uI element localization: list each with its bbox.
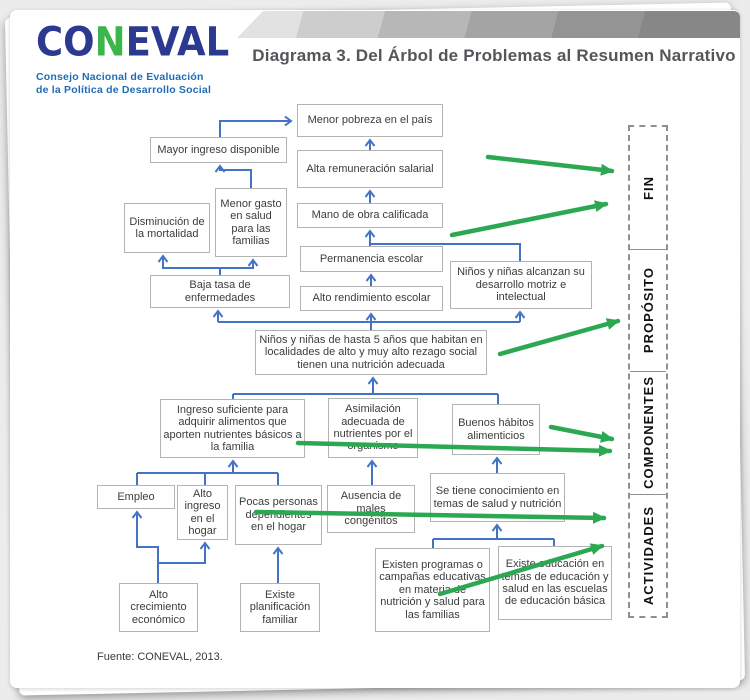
node-pocas-personas: Pocas personas dependientes en el hogar (235, 485, 322, 545)
node-permanencia-escolar: Permanencia escolar (300, 246, 443, 272)
node-existe-educacion: Existe educación en temas de educación y salud en las escuelas de educación básica (498, 546, 612, 620)
node-menor-gasto-salud: Menor gasto en salud para las familias (215, 188, 287, 257)
node-alta-remuneracion: Alta remuneración salarial (297, 150, 443, 188)
node-disminucion-mortalidad: Disminución de la mortalidad (124, 203, 210, 253)
node-buenos-habitos: Buenos hábitos alimenticios (452, 404, 540, 455)
node-conocimiento-salud: Se tiene conocimiento en temas de salud y nutrición (430, 473, 565, 522)
band-proposito (630, 249, 666, 372)
band-actividades-label: ACTIVIDADES (640, 505, 656, 605)
node-alto-ingreso-hogar: Alto ingreso en el hogar (177, 485, 228, 540)
band-componentes-label: COMPONENTES (640, 376, 656, 490)
chevron-decoration-band (237, 11, 740, 38)
node-mano-obra-calificada: Mano de obra calificada (297, 203, 443, 228)
narrative-summary-column (628, 125, 668, 618)
band-proposito-label: PROPÓSITO (640, 267, 656, 354)
node-proposito-central: Niños y niñas de hasta 5 años que habitan en localidades de alto y muy alto rezago social tienen una nutrición adecuada (255, 330, 487, 375)
logo-part-n: N (94, 18, 126, 66)
node-baja-tasa-enfermedades: Baja tasa de enfermedades (150, 275, 290, 308)
tagline-line2: de la Política de Desarrollo Social (36, 84, 212, 97)
logo-part-eval: EVAL (125, 18, 230, 66)
band-componentes (630, 371, 666, 494)
node-mayor-ingreso: Mayor ingreso disponible (150, 137, 287, 163)
node-alto-rendimiento-escolar: Alto rendimiento escolar (300, 286, 443, 311)
logo-part-co: CO (36, 18, 95, 66)
source-note: Fuente: CONEVAL, 2013. (97, 651, 223, 663)
page-title: Diagrama 3. Del Árbol de Problemas al Resumen Narrativo (252, 46, 736, 65)
node-ausencia-males: Ausencia de males congénitos (327, 485, 415, 533)
coneval-logo (36, 18, 230, 66)
node-alto-crecimiento: Alto crecimiento económico (119, 583, 198, 632)
band-fin (630, 127, 666, 249)
band-actividades (630, 494, 666, 617)
node-ninos-desarrollo-motriz: Niños y niñas alcanzan su desarrollo motriz e intelectual (450, 261, 592, 309)
node-empleo: Empleo (97, 485, 175, 509)
node-menor-pobreza: Menor pobreza en el país (297, 104, 443, 137)
tagline-line1: Consejo Nacional de Evaluación (36, 71, 204, 83)
band-fin-label: FIN (640, 175, 656, 200)
node-asimilacion-nutrientes: Asimilación adecuada de nutrientes por el organismo (328, 398, 418, 458)
node-existe-planificacion: Existe planificación familiar (240, 583, 320, 632)
node-existen-programas: Existen programas o campañas educativas en materia de nutrición y salud para las familias (375, 548, 490, 632)
node-ingreso-suficiente: Ingreso suficiente para adquirir alimentos que aporten nutrientes básicos a la familia (160, 399, 305, 458)
logo-tagline (36, 71, 211, 97)
